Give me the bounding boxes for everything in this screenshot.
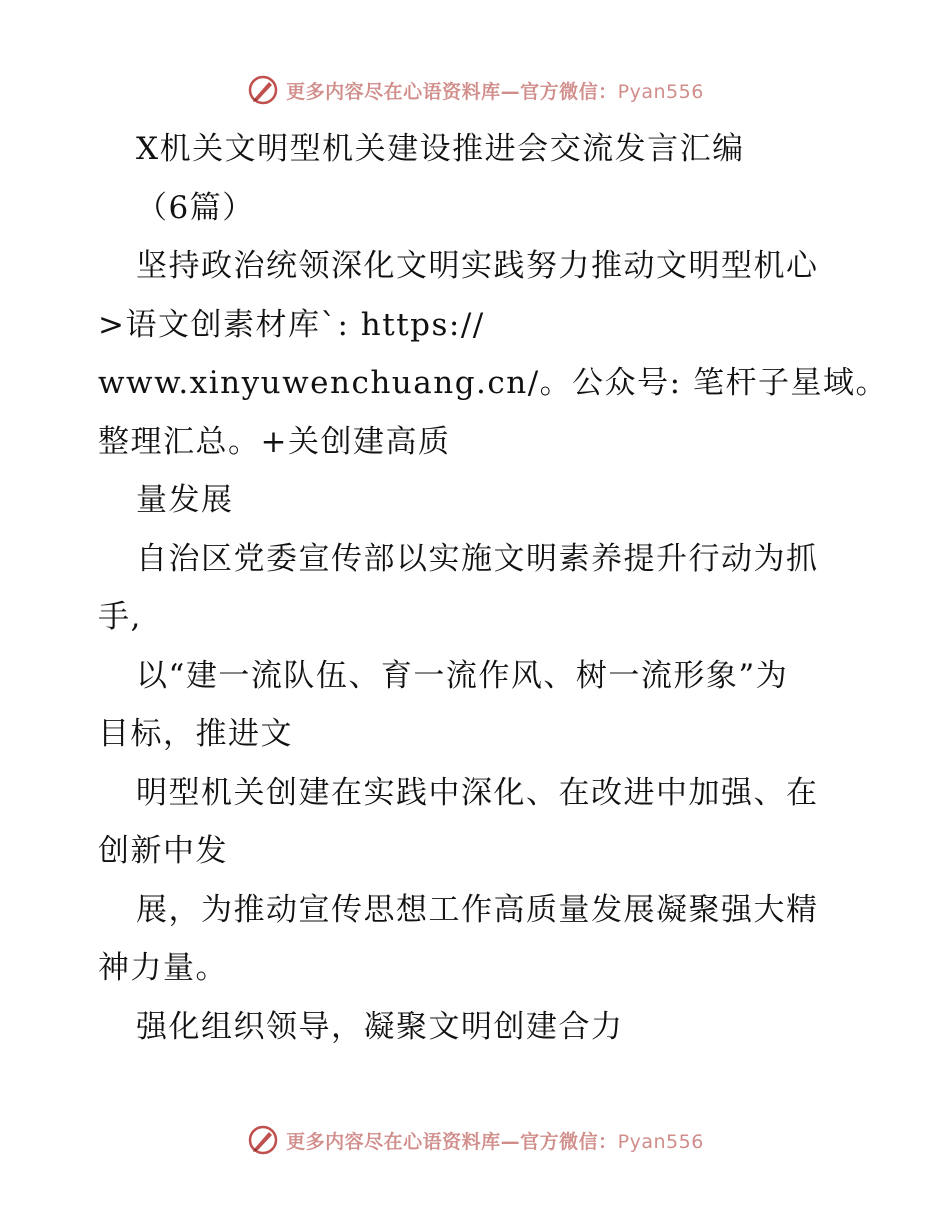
paragraph-line: 神力量。 — [98, 950, 228, 986]
pen-logo-icon — [246, 73, 280, 107]
paragraph-line: 目标，推进文 — [98, 716, 293, 752]
paragraph-line: 整理汇总。+关创建高质 — [98, 423, 451, 460]
paragraph-line: 明型机关创建在实践中深化、在改进中加强、在 — [136, 774, 819, 811]
paragraph-line: 展，为推动宣传思想工作高质量发展凝聚强大精 — [136, 891, 819, 928]
paragraph-line: 量发展 — [136, 482, 234, 518]
pen-logo-icon — [246, 1123, 280, 1157]
paragraph-line: 坚持政治统领深化文明实践努力推动文明型机心 — [136, 248, 819, 284]
footer-banner-account: Pyan556 — [617, 1130, 704, 1153]
header-banner-account: Pyan556 — [617, 80, 704, 103]
section-heading: 强化组织领导，凝聚文明创建合力 — [136, 1008, 624, 1045]
document-title-count: （6篇） — [136, 189, 255, 226]
document-body — [98, 120, 888, 1056]
header-banner-text: 更多内容尽在心语资料库—官方微信：Pyan556 — [286, 80, 704, 103]
paragraph-line: 手, — [98, 599, 142, 635]
paragraph-line: >语文创素材库`: https:// — [98, 306, 485, 343]
footer-banner-text: 更多内容尽在心语资料库—官方微信：Pyan556 — [286, 1130, 704, 1153]
paragraph-line: 创新中发 — [98, 833, 228, 869]
footer-banner — [0, 1120, 950, 1160]
header-banner — [0, 70, 950, 110]
document-title: X机关文明型机关建设推进会交流发言汇编 — [136, 131, 745, 167]
paragraph-line: www.xinyuwenchuang.cn/。公众号: 笔杆子星域。 — [98, 365, 888, 401]
paragraph-line: 以“建一流队伍、育一流作风、树一流形象”为 — [136, 657, 789, 694]
paragraph-line: 自治区党委宣传部以实施文明素养提升行动为抓 — [136, 540, 819, 577]
